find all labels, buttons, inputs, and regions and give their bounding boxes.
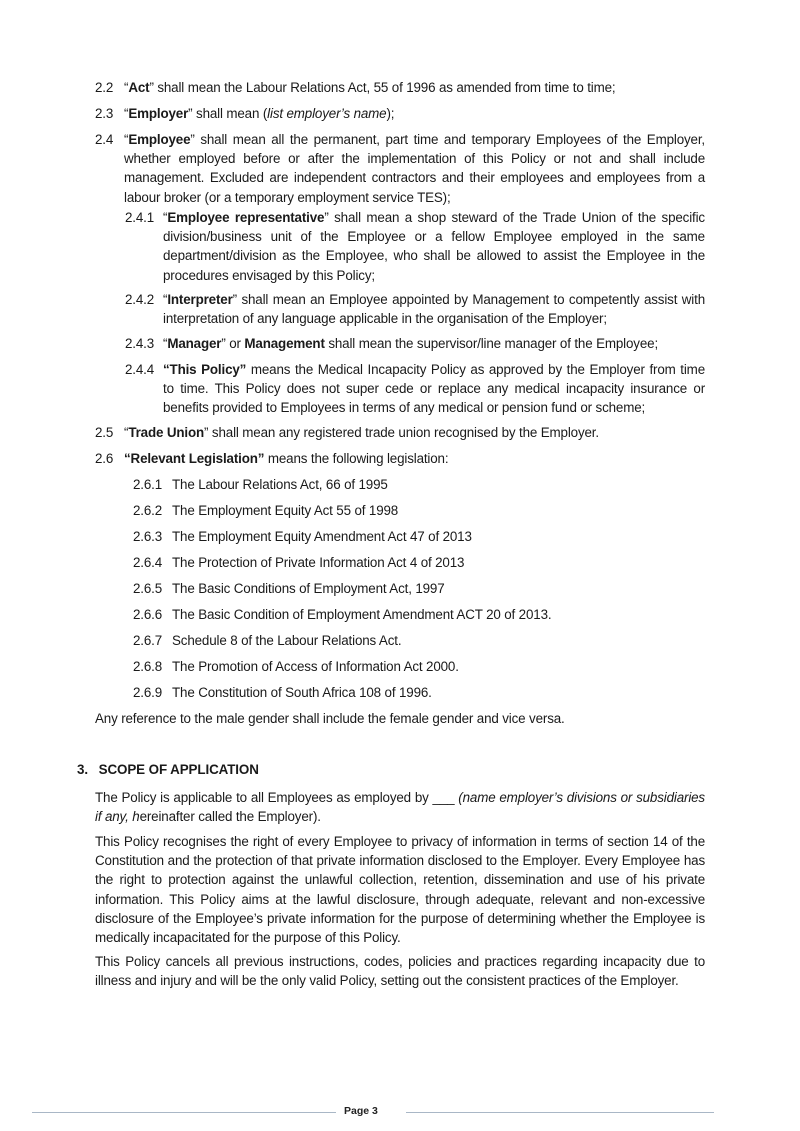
defined-term: Act [128, 80, 150, 95]
definition-manager: 2.4.3 “Manager” or Management shall mean the supervisor/line manager of the Employee; [125, 334, 705, 353]
defined-term: “This Policy” [163, 362, 247, 377]
legislation-item: 2.6.1 The Labour Relations Act, 66 of 1995 [133, 477, 388, 492]
legislation-item: 2.6.4 The Protection of Private Information Act 4 of 2013 [133, 555, 465, 570]
defined-term: Interpreter [167, 292, 233, 307]
legislation-item: 2.6.8 The Promotion of Access of Information Act 2000. [133, 659, 459, 674]
definition-this-policy: 2.4.4 “This Policy” means the Medical Incapacity Policy as approved by the Employer from time to time. This Policy does not super cede or replace any medical incapacity insurance or benefits provided to Employees in terms of any medical or pension fund or scheme; [125, 362, 705, 416]
clause-number: 2.6 [95, 451, 114, 466]
placeholder-text: list employer’s name [267, 106, 387, 121]
defined-term: Employee [128, 132, 191, 147]
clause-number: 2.4.2 [125, 292, 155, 307]
clause-number: 2.4.3 [125, 336, 155, 351]
clause-number: 2.2 [95, 80, 114, 95]
section-title: SCOPE OF APPLICATION [98, 762, 259, 777]
legislation-item: 2.6.7 Schedule 8 of the Labour Relations Act. [133, 633, 402, 648]
clause-number: 2.5 [95, 425, 114, 440]
definition-trade-union: 2.5 “Trade Union” shall mean any registered trade union recognised by the Employer. [95, 423, 705, 442]
section-heading [77, 762, 259, 777]
defined-term: Management [244, 336, 325, 351]
legislation-item: 2.6.6 The Basic Condition of Employment Amendment ACT 20 of 2013. [133, 607, 552, 622]
scope-paragraph-2: This Policy recognises the right of every Employee to privacy of information in terms of section 14 of the Constitution and the protection of that private information disclosed to the Employer. Every Employee has the right to protection against the unlawful collection, retention, dissemination and use of his private information. This Policy aims at the lawful disclosure, through adequate, relevant and non-excessive disclosure of the Employee’s private information for the purpose of determining whether the Employee is medically incapacitated for the purpose of this Policy. [95, 834, 705, 946]
legislation-item: 2.6.9 The Constitution of South Africa 108 of 1996. [133, 685, 432, 700]
definition-relevant-legislation: 2.6 “Relevant Legislation” means the following legislation: [95, 449, 705, 468]
definition-interpreter: 2.4.2 “Interpreter” shall mean an Employee appointed by Management to competently assist with interpretation of any language applicable in the organisation of the Employer; [125, 292, 705, 327]
defined-term: “Relevant Legislation” [124, 451, 265, 466]
gender-note: Any reference to the male gender shall include the female gender and vice versa. [95, 711, 565, 726]
definition-employer: 2.3 “Employer” shall mean (list employer’s name); [95, 104, 705, 123]
page-number: Page 3 [344, 1105, 378, 1117]
scope-paragraph-3: This Policy cancels all previous instructions, codes, policies and practices regarding incapacity due to illness and injury and will be the only valid Policy, setting out the consistent practices of the Employer. [95, 954, 705, 989]
clause-number: 2.4.4 [125, 362, 155, 377]
defined-term: Employee representative [167, 210, 325, 225]
legislation-item: 2.6.3 The Employment Equity Amendment Act 47 of 2013 [133, 529, 472, 544]
defined-term: Employer [128, 106, 189, 121]
section-number: 3. [77, 762, 88, 777]
footer-rule-right [406, 1112, 714, 1113]
clause-number: 2.3 [95, 106, 114, 121]
legislation-item: 2.6.5 The Basic Conditions of Employment Act, 1997 [133, 581, 445, 596]
clause-number: 2.4.1 [125, 210, 155, 225]
placeholder-text: (name employer’s divisions or subsidiaries if any, h [95, 790, 705, 825]
footer-rule-left [32, 1112, 336, 1113]
defined-term: Manager [167, 336, 222, 351]
legislation-item: 2.6.2 The Employment Equity Act 55 of 1998 [133, 503, 399, 518]
defined-term: Trade Union [128, 425, 205, 440]
definition-act: 2.2 “Act” shall mean the Labour Relations Act, 55 of 1996 as amended from time to time; [95, 78, 705, 97]
definition-employee: 2.4 “Employee” shall mean all the permanent, part time and temporary Employees of the Employer, whether employed before or after the implementation of this Policy or not and shall include management. Excluded are independent contractors and their employees and employees from a labour broker (or a temporary employment service TES); [95, 132, 705, 205]
clause-number: 2.4 [95, 132, 114, 147]
scope-paragraph-1: The Policy is applicable to all Employees as employed by ___ (name employer’s divisions or subsidiaries if any, hereinafter called the Employer). [95, 790, 705, 825]
definition-employee-representative: 2.4.1 “Employee representative” shall mean a shop steward of the Trade Union of the specific division/business unit of the Employee or a fellow Employee employed in the same department/division as the Employee, who shall be allowed to assist the Employee in the procedures envisaged by this Policy; [125, 210, 705, 283]
